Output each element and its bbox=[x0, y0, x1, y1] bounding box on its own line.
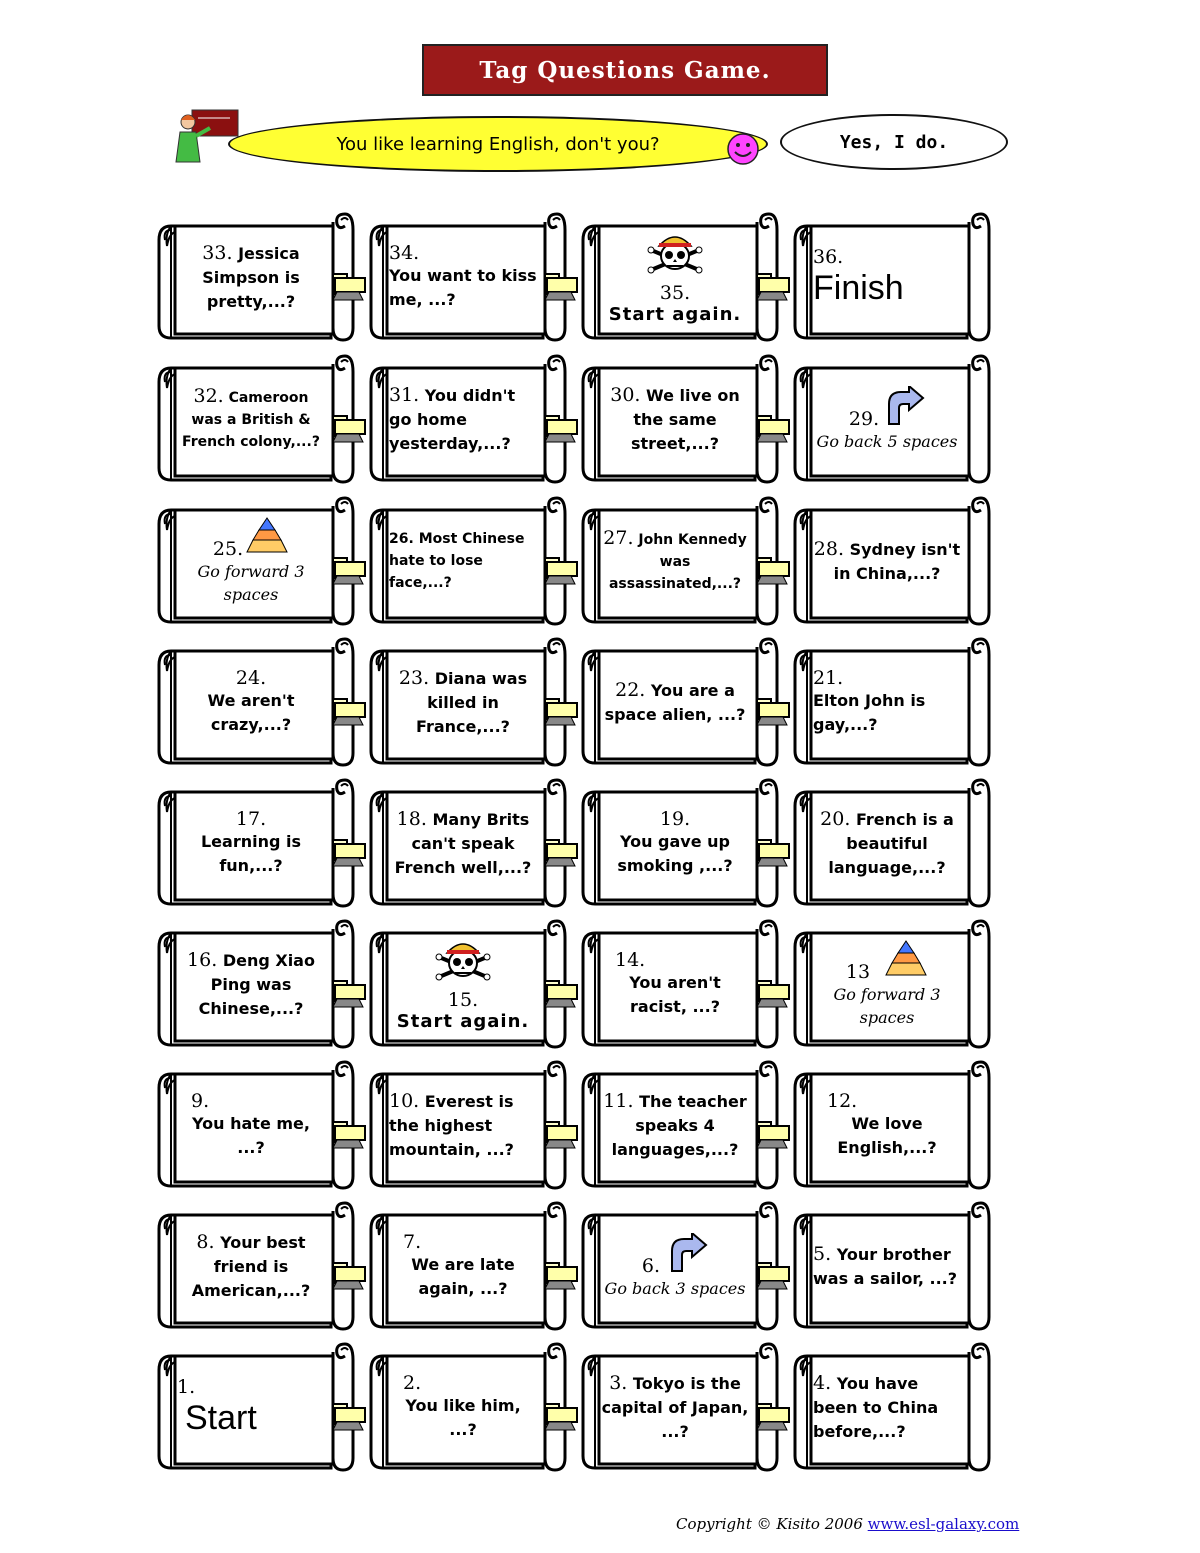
square-text: Most Chinese hate to lose face,...? bbox=[389, 531, 525, 591]
skull-icon bbox=[645, 230, 705, 282]
board-square-23: 23. Diana was killed in France,...? bbox=[367, 635, 567, 767]
board-square-22: 22. You are a space alien, ...? bbox=[579, 635, 779, 767]
u-turn-arrow-icon bbox=[883, 386, 925, 426]
square-text: Many Brits can't speak French well,...? bbox=[394, 809, 532, 877]
square-text: John Kennedy was assassinated,...? bbox=[608, 532, 747, 592]
square-text: Elton John is gay,...? bbox=[813, 691, 926, 734]
board-square-28: 28. Sydney isn't in China,...? bbox=[791, 494, 991, 626]
website-link[interactable]: www.esl-galaxy.com bbox=[867, 1515, 1020, 1533]
board-square-16: 16. Deng Xiao Ping was Chinese,...? bbox=[155, 917, 355, 1049]
board-square-29: 29. Go back 5 spaces bbox=[791, 352, 991, 484]
square-text: You like him, ...? bbox=[405, 1396, 521, 1439]
square-text: Sydney isn't in China,...? bbox=[833, 539, 961, 583]
skull-icon bbox=[645, 230, 705, 278]
square-text: Go forward 3 spaces bbox=[197, 562, 305, 604]
board-square-21: 21. Elton John is gay,...? bbox=[791, 635, 991, 767]
square-text: French is a beautiful language,...? bbox=[828, 809, 954, 877]
board-square-11: 11. The teacher speaks 4 languages,...? bbox=[579, 1058, 779, 1190]
board-square-13: 13 Go forward 3 spaces bbox=[791, 917, 991, 1049]
square-text: You are a space alien, ...? bbox=[604, 680, 746, 724]
board-square-17: 17. Learning is fun,...? bbox=[155, 776, 355, 908]
u-turn-arrow-icon bbox=[666, 1233, 708, 1273]
board-square-14: 14. You aren't racist, ...? bbox=[579, 917, 779, 1049]
square-text: Your brother was a sailor, ...? bbox=[813, 1244, 958, 1288]
skull-icon bbox=[433, 937, 493, 989]
board-square-10: 10. Everest is the highest mountain, ...? bbox=[367, 1058, 567, 1190]
board-square-8: 8. Your best friend is American,...? bbox=[155, 1199, 355, 1331]
board-square-18: 18. Many Brits can't speak French well,...? bbox=[367, 776, 567, 908]
square-text: Start again. bbox=[396, 1010, 530, 1032]
board-square-25: 25. Go forward 3 spaces bbox=[155, 494, 355, 626]
square-text: Deng Xiao Ping was Chinese,...? bbox=[198, 950, 315, 1018]
square-text: You didn't go home yesterday,...? bbox=[389, 385, 516, 453]
square-text: Go back 5 spaces bbox=[816, 431, 958, 451]
answer-bubble: Yes, I do. bbox=[780, 114, 1008, 170]
square-text: Your best friend is American,...? bbox=[191, 1232, 311, 1300]
square-text: Go forward 3 spaces bbox=[833, 985, 941, 1027]
board-square-20: 20. French is a beautiful language,...? bbox=[791, 776, 991, 908]
board-square-7: 7. We are late again, ...? bbox=[367, 1199, 567, 1331]
square-text: Tokyo is the capital of Japan, ...? bbox=[601, 1373, 749, 1441]
square-text: We live on the same street,...? bbox=[630, 385, 740, 453]
board-square-36: 36. Finish bbox=[791, 210, 991, 342]
board-square-5: 5. Your brother was a sailor, ...? bbox=[791, 1199, 991, 1331]
square-text: You want to kiss me, ...? bbox=[389, 266, 537, 309]
board-square-24: 24. We aren't crazy,...? bbox=[155, 635, 355, 767]
board-square-2: 2. You like him, ...? bbox=[367, 1340, 567, 1472]
copyright-notice: Copyright © Kisito 2006 www.esl-galaxy.com bbox=[676, 1515, 1020, 1533]
square-text: The teacher speaks 4 languages,...? bbox=[611, 1091, 747, 1159]
square-text: We aren't crazy,...? bbox=[207, 691, 295, 734]
board-square-6: 6. Go back 3 spaces bbox=[579, 1199, 779, 1331]
square-text: We love English,...? bbox=[837, 1114, 937, 1157]
board-square-33: 33. Jessica Simpson is pretty,...? bbox=[155, 210, 355, 342]
board-square-35: 35. Start again. bbox=[579, 210, 779, 342]
square-text: Everest is the highest mountain, ...? bbox=[389, 1091, 514, 1159]
smiley-icon bbox=[726, 132, 760, 166]
board-square-32: 32. Cameroon was a British & French colony,...? bbox=[155, 352, 355, 484]
finish-label: Finish bbox=[813, 269, 904, 307]
board-square-15: 15. Start again. bbox=[367, 917, 567, 1049]
board-square-3: 3. Tokyo is the capital of Japan, ...? bbox=[579, 1340, 779, 1472]
dialog-strip bbox=[170, 104, 1020, 184]
board-square-4: 4. You have been to China before,...? bbox=[791, 1340, 991, 1472]
square-text: Learning is fun,...? bbox=[200, 832, 302, 875]
square-text: Go back 3 spaces bbox=[604, 1278, 746, 1298]
skull-icon bbox=[433, 937, 493, 985]
square-text: Diana was killed in France,...? bbox=[416, 668, 528, 736]
board-square-31: 31. You didn't go home yesterday,...? bbox=[367, 352, 567, 484]
pyramid-icon bbox=[884, 939, 928, 979]
board-square-34: 34. You want to kiss me, ...? bbox=[367, 210, 567, 342]
square-text: We are late again, ...? bbox=[411, 1255, 515, 1298]
square-text: Start again. bbox=[608, 303, 742, 325]
question-bubble: You like learning English, don't you? bbox=[228, 116, 768, 172]
pyramid-icon bbox=[245, 516, 289, 556]
board-square-19: 19. You gave up smoking ,...? bbox=[579, 776, 779, 908]
square-text: Jessica Simpson is pretty,...? bbox=[202, 243, 300, 311]
board-square-26: 26. Most Chinese hate to lose face,...? bbox=[367, 494, 567, 626]
page-title: Tag Questions Game. bbox=[422, 44, 828, 96]
board-square-12: 12. We love English,...? bbox=[791, 1058, 991, 1190]
start-label: Start bbox=[185, 1399, 257, 1437]
board-square-9: 9. You hate me, ...? bbox=[155, 1058, 355, 1190]
square-text: You aren't racist, ...? bbox=[629, 973, 721, 1016]
board-square-30: 30. We live on the same street,...? bbox=[579, 352, 779, 484]
square-text: You hate me, ...? bbox=[192, 1114, 310, 1157]
square-text: You gave up smoking ,...? bbox=[617, 832, 733, 875]
square-text: Cameroon was a British & French colony,...? bbox=[182, 390, 320, 450]
square-text: You have been to China before,...? bbox=[813, 1373, 939, 1441]
board-square-1: 1. Start bbox=[155, 1340, 355, 1472]
board-square-27: 27. John Kennedy was assassinated,...? bbox=[579, 494, 779, 626]
teacher-icon bbox=[170, 108, 240, 164]
